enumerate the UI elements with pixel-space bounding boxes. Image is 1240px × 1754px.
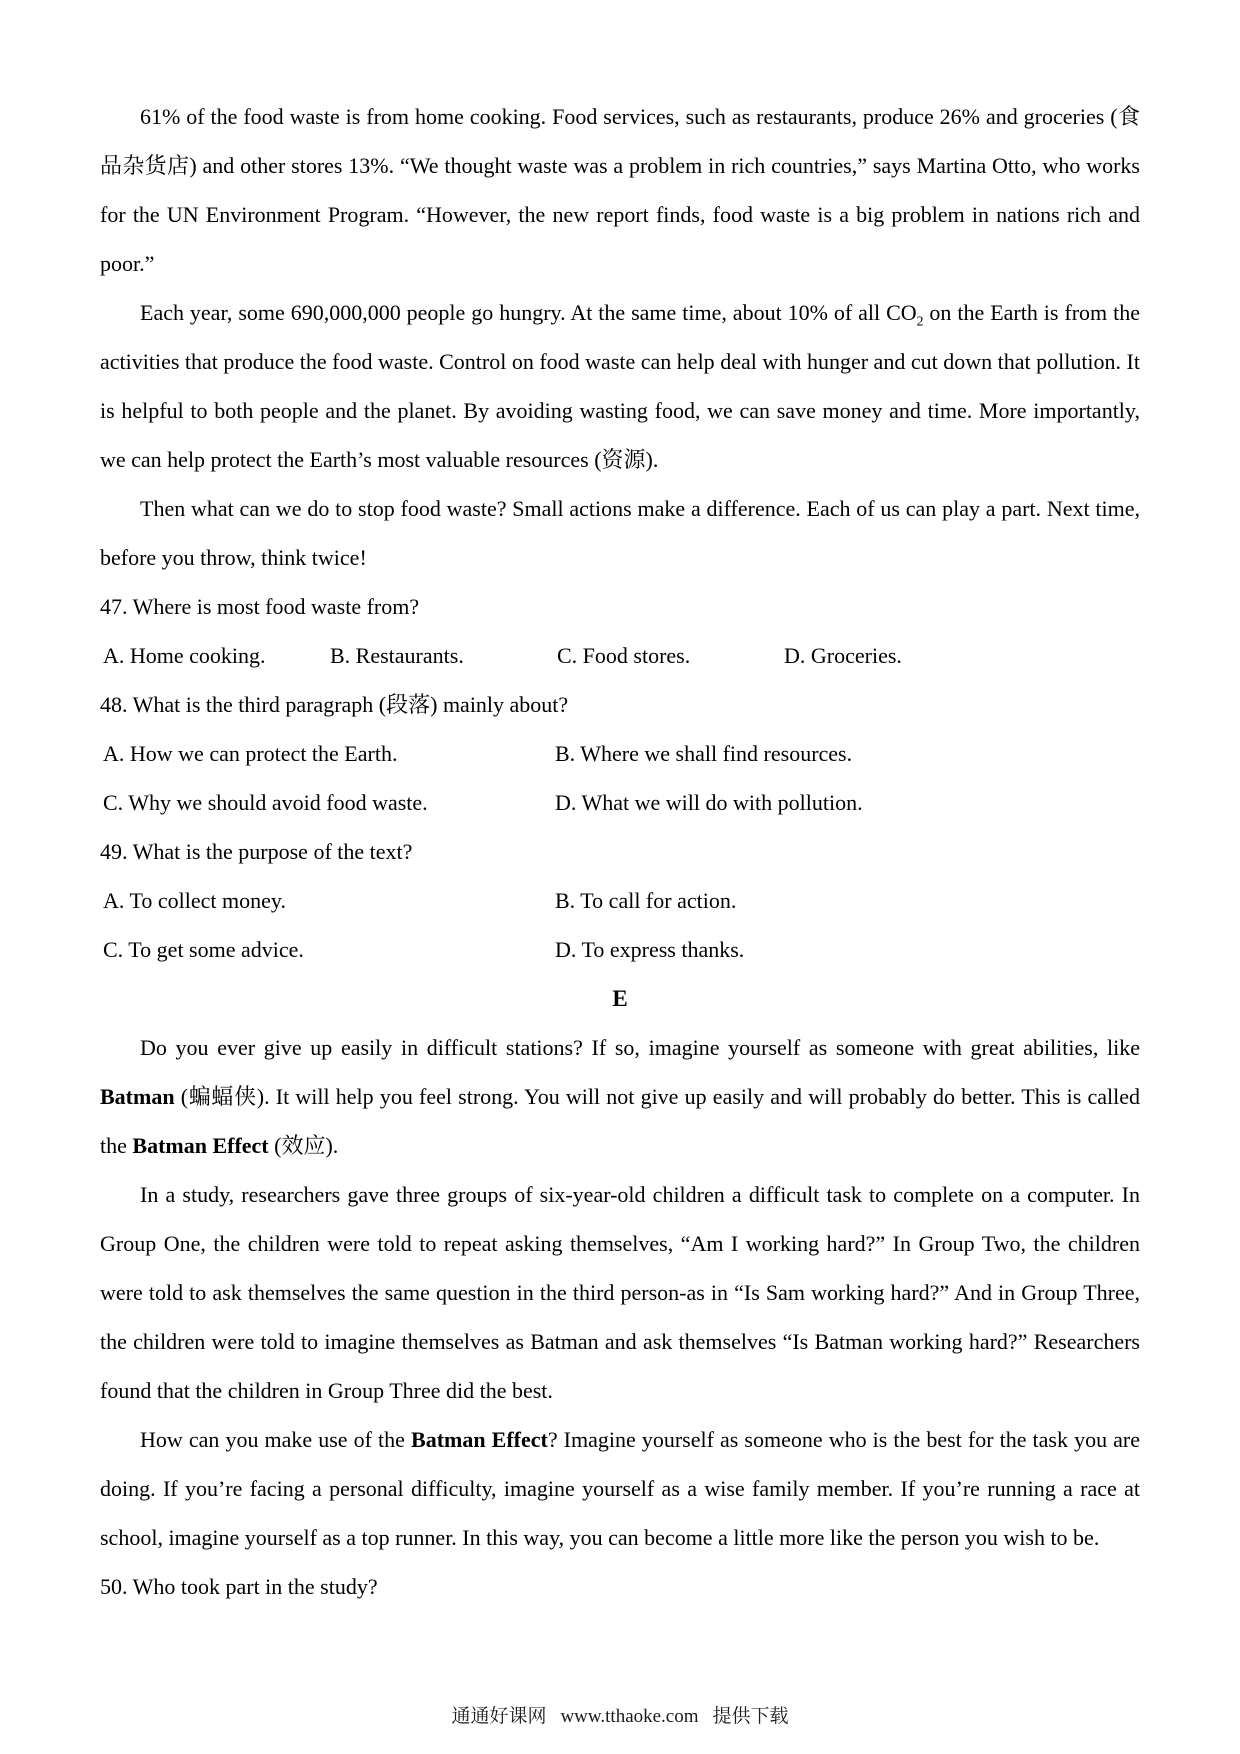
- question-48-options-row-1: [100, 729, 1140, 778]
- option-49-b: B. To call for action.: [555, 888, 737, 913]
- question-49: 49. What is the purpose of the text?: [100, 839, 413, 864]
- section-e-paragraph-3-part-2: ? Imagine yourself as someone who is the best for the task you are doing. If you’re facing a personal difficulty, imagine yourself as a wise family member. If you’re running a race at school, imagine yourself as a top runner. In this way, you can become a little more like the person you wish to be.: [100, 1427, 1140, 1550]
- passage-d-paragraph-2-text-after-subscript: on the Earth is from the activities that produce the food waste. Control on food waste can help deal with hunger and cut down that pollution. It is helpful to both people and the planet. By avoiding wasting food, we can save money and time. More importantly, we can help protect the Earth’s most valuable resources (资源).: [100, 300, 1140, 472]
- page-footer: [0, 1702, 1240, 1732]
- passage-d-paragraph-2: [100, 288, 1140, 484]
- co2-subscript: 2: [916, 313, 924, 329]
- option-49-a: A. To collect money.: [103, 888, 286, 913]
- footer-download-note: 提供下载: [712, 1706, 789, 1727]
- section-e-heading: E: [612, 986, 628, 1011]
- bold-batman-effect: Batman Effect: [132, 1133, 269, 1158]
- question-47: 47. Where is most food waste from?: [100, 594, 420, 619]
- section-e-paragraph-3: [100, 1415, 1140, 1562]
- question-47-options: [100, 631, 1140, 680]
- question-49-options-row-1: [100, 876, 1140, 925]
- section-e-paragraph-3-part-1: How can you make use of the: [140, 1427, 412, 1452]
- bold-batman-effect-2: Batman Effect: [411, 1427, 548, 1452]
- question-48-options-row-2: [100, 778, 1140, 827]
- footer-site-name: 通通好课网: [451, 1706, 547, 1727]
- passage-d-paragraph-3: [100, 484, 1140, 582]
- section-e-paragraph-1-part-3: (效应).: [268, 1133, 339, 1158]
- option-49-d: D. To express thanks.: [555, 937, 745, 962]
- passage-d-paragraph-1: [100, 92, 1140, 288]
- option-47-b: B. Restaurants.: [330, 643, 464, 668]
- question-50: 50. Who took part in the study?: [100, 1574, 378, 1599]
- passage-d-paragraph-1-text: 61% of the food waste is from home cooking. Food services, such as restaurants, produce 26% and groceries (食品杂货店) and other stores 13%. “We thought waste was a problem in rich countries,” says Martina Otto, who works for the UN Environment Program. “However, the new report finds, food waste is a big problem in nations rich and poor.”: [100, 104, 1140, 276]
- passage-d-paragraph-2-text-before-subscript: Each year, some 690,000,000 people go hungry. At the same time, about 10% of all CO: [140, 300, 917, 325]
- section-e-paragraph-1-part-1: Do you ever give up easily in difficult stations? If so, imagine yourself as someone with great abilities, like: [140, 1035, 1140, 1060]
- option-48-a: A. How we can protect the Earth.: [103, 741, 398, 766]
- passage-d-paragraph-3-text: Then what can we do to stop food waste? Small actions make a difference. Each of us can play a part. Next time, before you throw, think twice!: [100, 496, 1140, 570]
- option-47-d: D. Groceries.: [784, 643, 902, 668]
- question-48: 48. What is the third paragraph (段落) mainly about?: [100, 692, 569, 717]
- option-48-c: C. Why we should avoid food waste.: [103, 790, 428, 815]
- question-49-options-row-2: [100, 925, 1140, 974]
- section-e-paragraph-2-text: In a study, researchers gave three groups of six-year-old children a difficult task to complete on a computer. In Group One, the children were told to repeat asking themselves, “Am I working hard?” In Group Two, the children were told to ask themselves the same question in the third person-as in “Is Sam working hard?” And in Group Three, the children were told to imagine themselves as Batman and ask themselves “Is Batman working hard?” Researchers found that the children in Group Three did the best.: [100, 1182, 1140, 1403]
- option-48-b: B. Where we shall find resources.: [555, 741, 853, 766]
- bold-batman: Batman: [100, 1084, 175, 1109]
- section-e-paragraph-1-part-2: (蝙蝠侠). It will help you feel strong. You will not give up easily and will probably do better. This is called the: [100, 1084, 1140, 1158]
- section-e-paragraph-1: [100, 1023, 1140, 1170]
- option-49-c: C. To get some advice.: [103, 937, 304, 962]
- section-e-paragraph-2: [100, 1170, 1140, 1415]
- footer-url: www.tthaoke.com: [560, 1706, 699, 1727]
- option-48-d: D. What we will do with pollution.: [555, 790, 863, 815]
- option-47-c: C. Food stores.: [557, 643, 691, 668]
- option-47-a: A. Home cooking.: [103, 643, 266, 668]
